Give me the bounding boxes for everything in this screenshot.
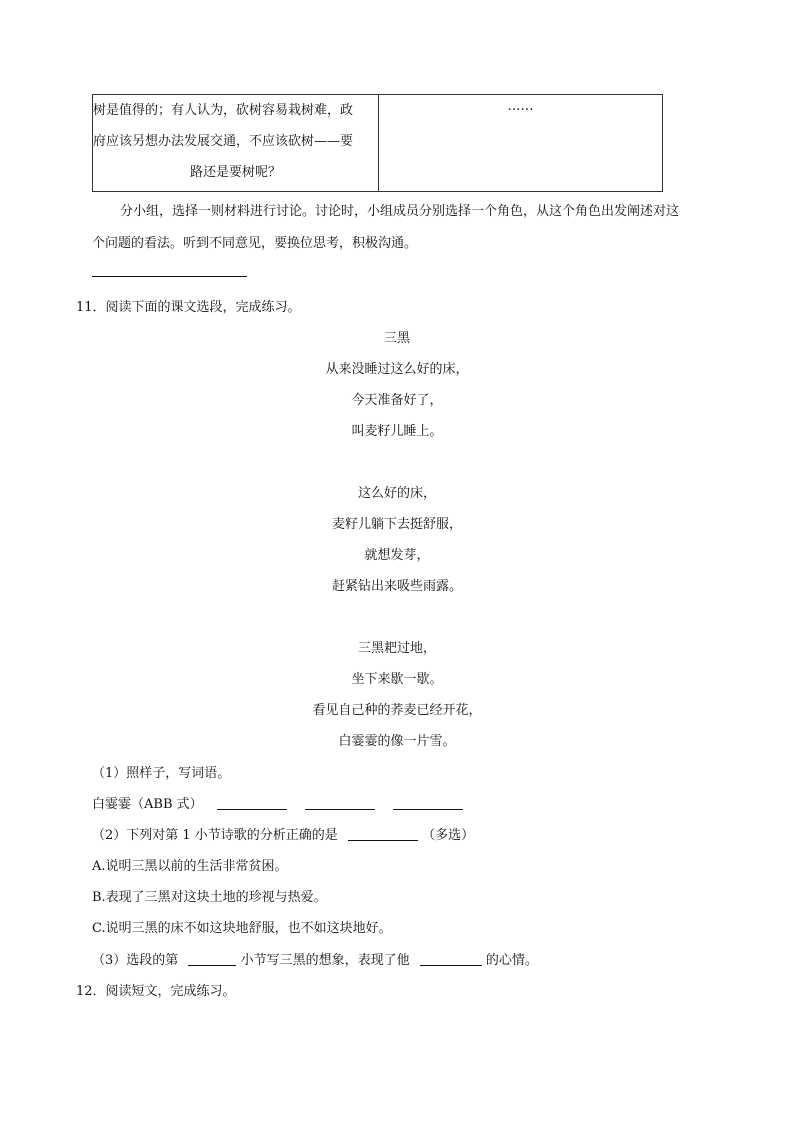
option-c[interactable]: C.说明三黑的床不如这块地舒服，也不如这块地好。 <box>92 921 392 936</box>
material-cell-right <box>379 95 663 192</box>
sub-question-1-label: （1）照样子，写词语。 <box>92 766 231 781</box>
answer-blank-word-2[interactable] <box>305 795 375 810</box>
poem-line: 看见自己种的荞麦已经开花， <box>312 703 482 718</box>
materials-table <box>92 94 663 192</box>
sub-question-2-label: （2）下列对第 1 小节诗歌的分析正确的是 <box>92 828 338 843</box>
option-a[interactable]: A.说明三黑以前的生活非常贫困。 <box>92 859 288 874</box>
sub-question-2-row <box>92 824 474 843</box>
poem-line: 从来没睡过这么好的床， <box>325 362 469 377</box>
sub-question-1-row <box>92 793 463 812</box>
poem-line: 赶紧钻出来吸些雨露。 <box>331 579 462 594</box>
poem-line: 白霎霎的像一片雪。 <box>338 734 456 749</box>
material-cell-left <box>93 95 379 192</box>
poem-line: 就想发芽， <box>364 548 430 563</box>
ellipsis: …… <box>507 99 534 114</box>
option-b[interactable]: B.表现了三黑对这块土地的珍视与热爱。 <box>92 890 327 905</box>
poem-line: 坐下来歇一歇。 <box>351 672 443 687</box>
question-12-stem: 12．阅读短文，完成练习。 <box>76 984 236 999</box>
material-text-line-1: 树是值得的；有人认为，砍树容易栽树难，政 <box>93 103 354 118</box>
poem-line: 麦籽儿躺下去挺舒服， <box>331 517 462 532</box>
poem-line: 三黑耙过地， <box>357 641 436 656</box>
discussion-instruction-line-1: 分小组，选择一则材料进行讨论。讨论时，小组成员分别选择一个角色，从这个角色出发阐述对这 <box>120 204 680 219</box>
sub-question-3-part-1: （3）选段的第 <box>92 953 179 968</box>
discussion-instruction-line-2: 个问题的看法。听到不同意见，要换位思考，积极沟通。 <box>92 236 418 251</box>
sub-question-2-suffix: （多选） <box>422 828 475 843</box>
answer-blank-choice[interactable] <box>348 826 418 841</box>
sub-question-3-part-3: 的心情。 <box>485 953 538 968</box>
answer-blank-word-1[interactable] <box>217 795 287 810</box>
question-11-stem: 11．阅读下面的课文选段，完成练习。 <box>76 300 301 315</box>
answer-blank-word-3[interactable] <box>393 795 463 810</box>
sub-question-3-part-2: 小节写三黑的想象，表现了他 <box>240 953 410 968</box>
material-text-line-2: 府应该另想办法发展交通，不应该砍树——要 <box>93 134 354 149</box>
answer-blank-mood[interactable] <box>420 951 482 966</box>
abb-example: 白霎霎（ABB 式） <box>92 797 203 812</box>
poem-line: 叫麦籽儿睡上。 <box>351 424 443 439</box>
poem-title: 三黑 <box>383 331 410 346</box>
poem-line: 这么好的床， <box>357 486 436 501</box>
answer-blank-stanza-number[interactable] <box>188 951 236 966</box>
material-text-line-3: 路还是要树呢？ <box>189 165 281 180</box>
poem-line: 今天准备好了， <box>351 393 443 408</box>
sub-question-3-row <box>92 949 538 968</box>
answer-blank-discussion[interactable] <box>92 276 247 277</box>
